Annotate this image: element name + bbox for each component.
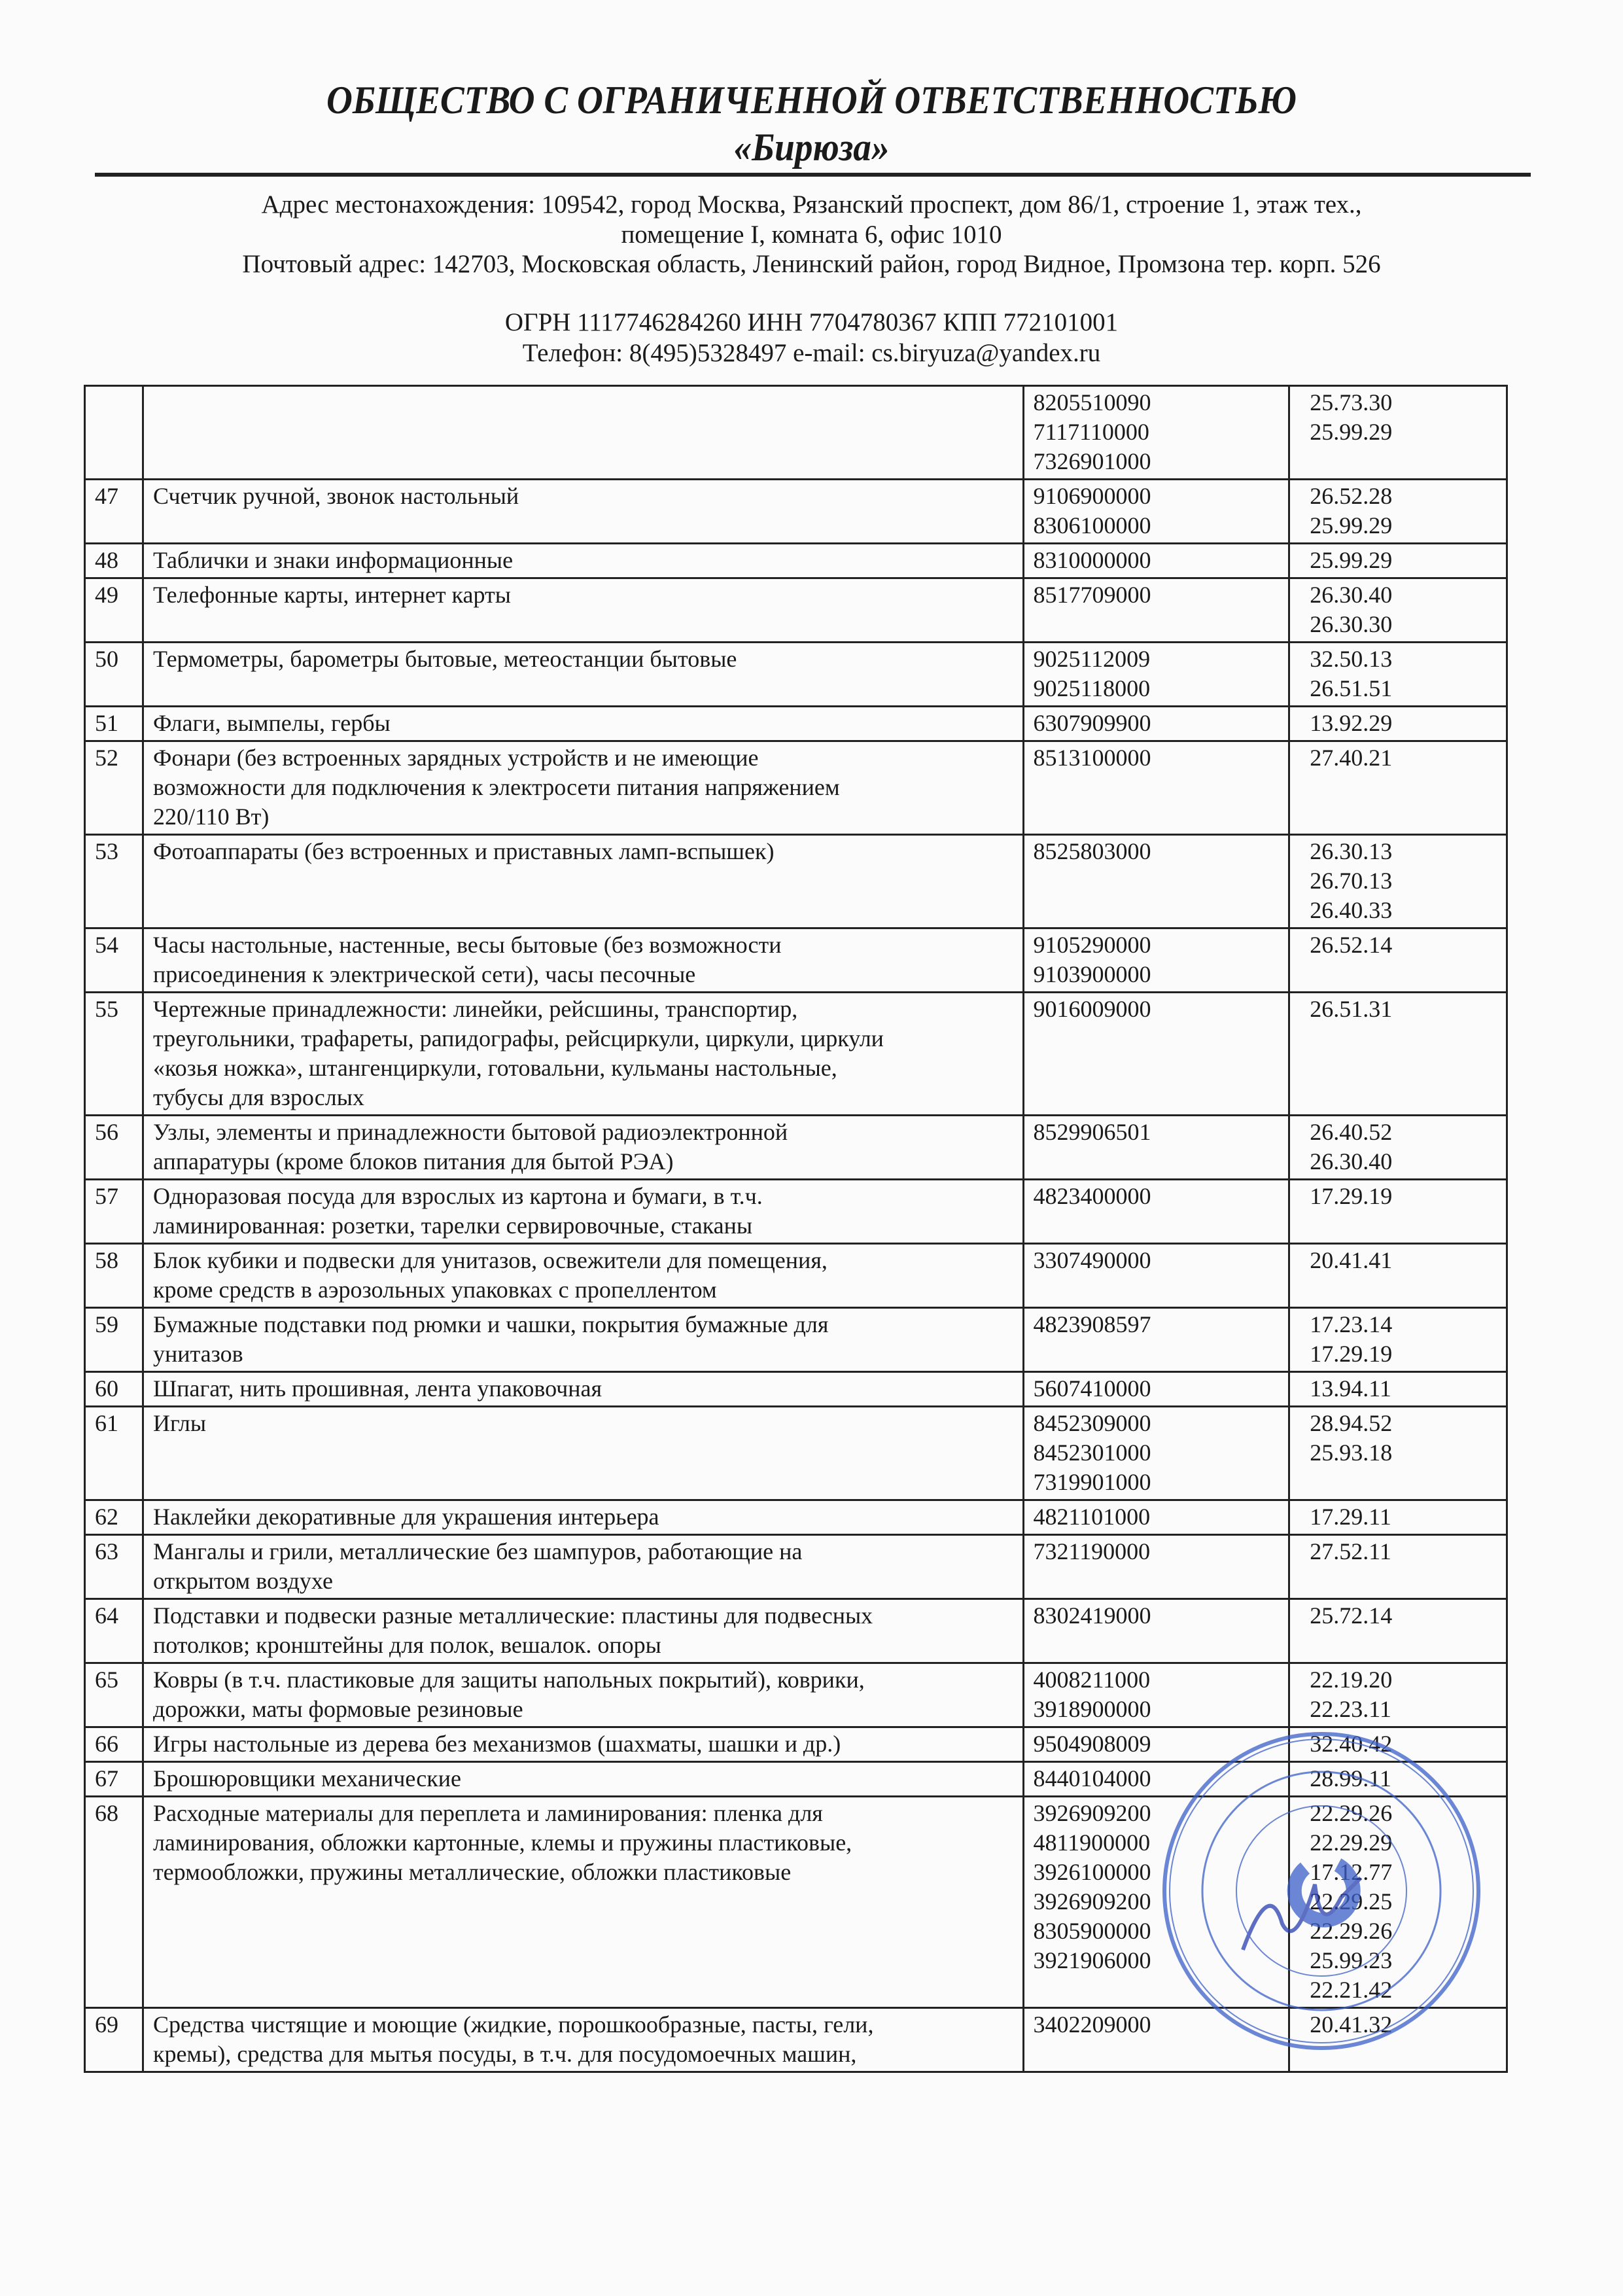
okpd-code: 26.70.13 xyxy=(1310,868,1393,894)
row-number xyxy=(85,1797,143,2008)
tnved-code: 8525803000 xyxy=(1033,838,1151,864)
okpd-code: 26.40.33 xyxy=(1310,897,1393,923)
okpd-codes xyxy=(1289,1599,1507,1663)
tnved-code: 9016009000 xyxy=(1033,996,1151,1022)
okpd-codes xyxy=(1289,1407,1507,1500)
tnved-code: 8310000000 xyxy=(1033,547,1151,573)
okpd-code: 20.41.32 xyxy=(1310,2011,1393,2038)
tnved-code: 9025112009 xyxy=(1033,646,1151,672)
tnved-codes xyxy=(1023,643,1289,707)
tnved-code: 8452309000 xyxy=(1033,1410,1151,1436)
tnved-code: 7319901000 xyxy=(1033,1469,1151,1495)
row-number xyxy=(85,993,143,1116)
row-number-text: 67 xyxy=(95,1765,118,1792)
okpd-code: 17.12.77 xyxy=(1310,1859,1393,1885)
product-description xyxy=(143,1116,1023,1180)
products-table xyxy=(84,385,1508,2073)
description-line: Узлы, элементы и принадлежности бытовой радиоэлектронной xyxy=(152,1119,788,1145)
row-number-text: 57 xyxy=(95,1183,118,1209)
table-row xyxy=(85,741,1507,835)
okpd-codes xyxy=(1289,643,1507,707)
okpd-code: 22.29.26 xyxy=(1310,1918,1393,1944)
okpd-codes xyxy=(1289,1308,1507,1372)
okpd-code: 25.72.14 xyxy=(1310,1602,1393,1629)
okpd-code: 26.51.31 xyxy=(1310,996,1393,1022)
description-line: Флаги, вымпелы, гербы xyxy=(152,710,391,736)
product-description xyxy=(143,578,1023,643)
row-number xyxy=(85,643,143,707)
tnved-code: 4008211000 xyxy=(1033,1667,1151,1693)
row-number-text: 49 xyxy=(95,582,118,608)
row-number-text: 48 xyxy=(95,547,118,573)
tnved-code: 8440104000 xyxy=(1033,1765,1151,1792)
product-description xyxy=(143,386,1023,480)
description-line: Термометры, барометры бытовые, метеостанции бытовые xyxy=(152,646,737,672)
description-line: Фонари (без встроенных зарядных устройств и не имеющие xyxy=(152,745,759,771)
okpd-code: 32.40.42 xyxy=(1310,1731,1393,1757)
okpd-code: 17.29.19 xyxy=(1310,1341,1393,1367)
tnved-codes xyxy=(1023,1535,1289,1599)
row-number-text: 53 xyxy=(95,838,118,864)
tnved-code: 7326901000 xyxy=(1033,448,1151,474)
okpd-code: 26.30.30 xyxy=(1310,611,1393,637)
table-row xyxy=(85,480,1507,544)
table-row xyxy=(85,1599,1507,1663)
row-number xyxy=(85,2008,143,2072)
tnved-code: 8205510090 xyxy=(1033,389,1151,415)
row-number-text: 61 xyxy=(95,1410,118,1436)
okpd-code: 17.23.14 xyxy=(1310,1311,1393,1337)
okpd-code: 22.29.29 xyxy=(1310,1829,1393,1856)
product-description xyxy=(143,707,1023,741)
tnved-code: 8305900000 xyxy=(1033,1918,1151,1944)
table-row xyxy=(85,1535,1507,1599)
tnved-code: 3402209000 xyxy=(1033,2011,1151,2038)
okpd-codes xyxy=(1289,1116,1507,1180)
okpd-code: 26.52.14 xyxy=(1310,932,1393,958)
description-line: Одноразовая посуда для взрослых из картона и бумаги, в т.ч. xyxy=(152,1183,763,1209)
okpd-code: 26.30.40 xyxy=(1310,1148,1393,1174)
description-line: Часы настольные, настенные, весы бытовые (без возможности xyxy=(152,932,782,958)
description-line: Фотоаппараты (без встроенных и приставных ламп-вспышек) xyxy=(152,838,775,864)
okpd-code: 22.21.42 xyxy=(1310,1977,1393,2003)
okpd-code: 25.99.29 xyxy=(1310,419,1393,445)
tnved-code: 6307909900 xyxy=(1033,710,1151,736)
description-line: Таблички и знаки информационные xyxy=(152,547,514,573)
tnved-code: 3926909200 xyxy=(1033,1888,1151,1915)
product-description xyxy=(143,1762,1023,1797)
tnved-codes xyxy=(1023,1727,1289,1762)
row-number xyxy=(85,386,143,480)
row-number-text: 69 xyxy=(95,2011,118,2038)
product-description xyxy=(143,1372,1023,1407)
description-line: ламинирования, обложки картонные, клемы и пружины пластиковые, xyxy=(152,1829,852,1856)
legal-address-line2: помещение I, комната 6, офис 1010 xyxy=(621,221,1002,249)
okpd-codes xyxy=(1289,835,1507,928)
product-description xyxy=(143,643,1023,707)
table-row xyxy=(85,1180,1507,1244)
row-number xyxy=(85,1116,143,1180)
row-number-text: 50 xyxy=(95,646,118,672)
row-number xyxy=(85,544,143,578)
tnved-codes xyxy=(1023,480,1289,544)
table-row xyxy=(85,1762,1507,1797)
row-number-text: 52 xyxy=(95,745,118,771)
description-line: дорожки, маты формовые резиновые xyxy=(152,1696,523,1722)
row-number xyxy=(85,928,143,993)
table-row xyxy=(85,1407,1507,1500)
tnved-code: 8306100000 xyxy=(1033,512,1151,539)
product-description xyxy=(143,1407,1023,1500)
tnved-code: 3926909200 xyxy=(1033,1800,1151,1826)
okpd-codes xyxy=(1289,2008,1507,2072)
tnved-codes xyxy=(1023,707,1289,741)
row-number xyxy=(85,707,143,741)
tnved-code: 9106900000 xyxy=(1033,483,1151,509)
okpd-codes xyxy=(1289,1663,1507,1727)
okpd-code: 22.29.26 xyxy=(1310,1800,1393,1826)
okpd-codes xyxy=(1289,707,1507,741)
table-row xyxy=(85,835,1507,928)
registration-numbers: ОГРН 1117746284260 ИНН 7704780367 КПП 772101001 xyxy=(504,308,1119,336)
row-number-text: 66 xyxy=(95,1731,118,1757)
okpd-codes xyxy=(1289,480,1507,544)
row-number-text: 59 xyxy=(95,1311,118,1337)
tnved-code: 7321190000 xyxy=(1033,1538,1151,1564)
okpd-code: 13.92.29 xyxy=(1310,710,1393,736)
tnved-codes xyxy=(1023,386,1289,480)
tnved-code: 3307490000 xyxy=(1033,1247,1151,1273)
okpd-codes xyxy=(1289,1500,1507,1535)
description-line: аппаратуры (кроме блоков питания для бытой РЭА) xyxy=(152,1148,674,1174)
company-name: «Бирюза» xyxy=(733,126,890,169)
postal-address: Почтовый адрес: 142703, Московская область, Ленинский район, город Видное, Промзона тер. корп. 526 xyxy=(242,250,1381,278)
tnved-code: 8452301000 xyxy=(1033,1439,1151,1466)
okpd-code: 25.99.23 xyxy=(1310,1947,1393,1973)
description-line: унитазов xyxy=(152,1341,243,1367)
description-line: кремы), средства для мытья посуды, в т.ч. для посудомоечных машин, xyxy=(152,2041,857,2067)
table-row xyxy=(85,707,1507,741)
description-line: Блок кубики и подвески для унитазов, освежители для помещения, xyxy=(152,1247,828,1273)
okpd-code: 17.29.19 xyxy=(1310,1183,1393,1209)
description-line: Бумажные подставки под рюмки и чашки, покрытия бумажные для xyxy=(152,1311,829,1337)
row-number xyxy=(85,1535,143,1599)
okpd-codes xyxy=(1289,1727,1507,1762)
okpd-code: 26.30.13 xyxy=(1310,838,1393,864)
okpd-code: 25.99.29 xyxy=(1310,512,1393,539)
product-description xyxy=(143,928,1023,993)
description-line: возможности для подключения к электросети питания напряжением xyxy=(152,774,840,800)
tnved-codes xyxy=(1023,1762,1289,1797)
tnved-code: 3926100000 xyxy=(1033,1859,1151,1885)
description-line: тубусы для взрослых xyxy=(152,1084,364,1110)
okpd-codes xyxy=(1289,1797,1507,2008)
okpd-code: 25.73.30 xyxy=(1310,389,1393,415)
okpd-code: 22.29.25 xyxy=(1310,1888,1393,1915)
okpd-codes xyxy=(1289,1762,1507,1797)
okpd-code: 28.94.52 xyxy=(1310,1410,1393,1436)
row-number xyxy=(85,1663,143,1727)
row-number-text: 60 xyxy=(95,1375,118,1402)
row-number-text: 51 xyxy=(95,710,118,736)
row-number xyxy=(85,1180,143,1244)
okpd-code: 26.52.28 xyxy=(1310,483,1393,509)
tnved-codes xyxy=(1023,835,1289,928)
description-line: Шпагат, нить прошивная, лента упаковочная xyxy=(152,1375,602,1402)
okpd-code: 25.93.18 xyxy=(1310,1439,1393,1466)
tnved-codes xyxy=(1023,1500,1289,1535)
tnved-code: 8302419000 xyxy=(1033,1602,1151,1629)
row-number xyxy=(85,1407,143,1500)
product-description xyxy=(143,1180,1023,1244)
description-line: Средства чистящие и моющие (жидкие, порошкообразные, пасты, гели, xyxy=(152,2011,874,2038)
description-line: ламинированная: розетки, тарелки сервировочные, стаканы xyxy=(152,1212,753,1239)
row-number xyxy=(85,835,143,928)
table-row xyxy=(85,993,1507,1116)
tnved-codes xyxy=(1023,2008,1289,2072)
tnved-codes xyxy=(1023,1180,1289,1244)
okpd-code: 27.52.11 xyxy=(1310,1538,1391,1564)
okpd-code: 20.41.41 xyxy=(1310,1247,1393,1273)
table-row xyxy=(85,544,1507,578)
table-row xyxy=(85,578,1507,643)
row-number-text: 54 xyxy=(95,932,118,958)
tnved-code: 9504908009 xyxy=(1033,1731,1151,1757)
header-divider xyxy=(95,173,1531,177)
description-line: открытом воздухе xyxy=(152,1568,333,1594)
tnved-codes xyxy=(1023,1407,1289,1500)
product-description xyxy=(143,741,1023,835)
description-line: треугольники, трафареты, рапидографы, рейсциркули, циркули, циркули xyxy=(152,1025,884,1051)
tnved-codes xyxy=(1023,544,1289,578)
product-description xyxy=(143,2008,1023,2072)
okpd-code: 26.51.51 xyxy=(1310,675,1393,701)
okpd-codes xyxy=(1289,1180,1507,1244)
row-number xyxy=(85,1244,143,1308)
okpd-codes xyxy=(1289,741,1507,835)
okpd-codes xyxy=(1289,544,1507,578)
table-row xyxy=(85,1797,1507,2008)
product-description xyxy=(143,1244,1023,1308)
description-line: Брошюровщики механические xyxy=(152,1765,461,1792)
tnved-code: 8513100000 xyxy=(1033,745,1151,771)
row-number-text: 58 xyxy=(95,1247,118,1273)
tnved-codes xyxy=(1023,741,1289,835)
product-description xyxy=(143,1663,1023,1727)
okpd-codes xyxy=(1289,993,1507,1116)
tnved-code: 8517709000 xyxy=(1033,582,1151,608)
row-number-text: 64 xyxy=(95,1602,118,1629)
tnved-code: 3921906000 xyxy=(1033,1947,1151,1973)
row-number-text: 68 xyxy=(95,1800,118,1826)
tnved-codes xyxy=(1023,1116,1289,1180)
product-description xyxy=(143,480,1023,544)
table-row xyxy=(85,928,1507,993)
row-number xyxy=(85,1599,143,1663)
tnved-codes xyxy=(1023,928,1289,993)
tnved-codes xyxy=(1023,1797,1289,2008)
table-row xyxy=(85,1116,1507,1180)
row-number-text: 56 xyxy=(95,1119,118,1145)
product-description xyxy=(143,1599,1023,1663)
tnved-code: 5607410000 xyxy=(1033,1375,1151,1402)
description-line: Ковры (в т.ч. пластиковые для защиты напольных покрытий), коврики, xyxy=(152,1667,865,1693)
row-number xyxy=(85,1308,143,1372)
okpd-code: 26.30.40 xyxy=(1310,582,1393,608)
description-line: Подставки и подвески разные металлические: пластины для подвесных xyxy=(152,1602,873,1629)
tnved-code: 3918900000 xyxy=(1033,1696,1151,1722)
tnved-code: 4823400000 xyxy=(1033,1183,1151,1209)
table-row xyxy=(85,1727,1507,1762)
table-row xyxy=(85,643,1507,707)
row-number xyxy=(85,578,143,643)
description-line: кроме средств в аэрозольных упаковках с пропеллентом xyxy=(152,1277,717,1303)
tnved-code: 9105290000 xyxy=(1033,932,1151,958)
tnved-code: 9025118000 xyxy=(1033,675,1151,701)
okpd-codes xyxy=(1289,1244,1507,1308)
product-description xyxy=(143,1727,1023,1762)
legal-address-line1: Адрес местонахождения: 109542, город Москва, Рязанский проспект, дом 86/1, строение 1, этаж тех., xyxy=(261,190,1362,219)
okpd-code: 13.94.11 xyxy=(1310,1375,1391,1402)
row-number xyxy=(85,480,143,544)
table-row xyxy=(85,1663,1507,1727)
tnved-codes xyxy=(1023,1599,1289,1663)
description-line: Игры настольные из дерева без механизмов (шахматы, шашки и др.) xyxy=(152,1731,841,1757)
tnved-code: 8529906501 xyxy=(1033,1119,1151,1145)
description-line: Иглы xyxy=(152,1410,207,1436)
okpd-code: 26.40.52 xyxy=(1310,1119,1393,1145)
okpd-codes xyxy=(1289,928,1507,993)
product-description xyxy=(143,1797,1023,2008)
row-number-text: 55 xyxy=(95,996,118,1022)
table-row xyxy=(85,2008,1507,2072)
tnved-codes xyxy=(1023,1372,1289,1407)
okpd-code: 25.99.29 xyxy=(1310,547,1393,573)
row-number xyxy=(85,1500,143,1535)
okpd-codes xyxy=(1289,578,1507,643)
tnved-codes xyxy=(1023,1244,1289,1308)
okpd-code: 22.19.20 xyxy=(1310,1667,1393,1693)
description-line: Чертежные принадлежности: линейки, рейсшины, транспортир, xyxy=(152,996,798,1022)
company-title: ОБЩЕСТВО С ОГРАНИЧЕННОЙ ОТВЕТСТВЕННОСТЬЮ xyxy=(326,79,1297,122)
okpd-codes xyxy=(1289,1372,1507,1407)
product-description xyxy=(143,1308,1023,1372)
tnved-code: 4821101000 xyxy=(1033,1504,1151,1530)
tnved-code: 7117110000 xyxy=(1033,419,1149,445)
row-number xyxy=(85,741,143,835)
table-row xyxy=(85,1372,1507,1407)
table-row xyxy=(85,1244,1507,1308)
product-description xyxy=(143,993,1023,1116)
description-line: Расходные материалы для переплета и ламинирования: пленка для xyxy=(152,1800,823,1826)
row-number xyxy=(85,1762,143,1797)
okpd-code: 32.50.13 xyxy=(1310,646,1393,672)
tnved-codes xyxy=(1023,1308,1289,1372)
row-number-text: 62 xyxy=(95,1504,118,1530)
table-row xyxy=(85,1308,1507,1372)
description-line: Телефонные карты, интернет карты xyxy=(152,582,511,608)
description-line: Мангалы и грили, металлические без шампуров, работающие на xyxy=(152,1538,803,1564)
description-line: 220/110 Вт) xyxy=(152,804,270,830)
table-row xyxy=(85,386,1507,480)
tnved-codes xyxy=(1023,1663,1289,1727)
row-number xyxy=(85,1727,143,1762)
product-description xyxy=(143,1535,1023,1599)
description-line: «козья ножка», штангенциркули, готовальни, кульманы настольные, xyxy=(152,1055,837,1081)
okpd-code: 17.29.11 xyxy=(1310,1504,1391,1530)
description-line: присоединения к электрической сети), часы песочные xyxy=(152,961,696,987)
contact-info: Телефон: 8(495)5328497 e-mail: cs.biryuza@yandex.ru xyxy=(522,339,1101,367)
row-number-text: 63 xyxy=(95,1538,118,1564)
product-description xyxy=(143,544,1023,578)
tnved-codes xyxy=(1023,578,1289,643)
product-description xyxy=(143,1500,1023,1535)
tnved-code: 9103900000 xyxy=(1033,961,1151,987)
okpd-codes xyxy=(1289,386,1507,480)
okpd-codes xyxy=(1289,1535,1507,1599)
table-row xyxy=(85,1500,1507,1535)
row-number xyxy=(85,1372,143,1407)
description-line: потолков; кронштейны для полок, вешалок. опоры xyxy=(152,1632,661,1658)
tnved-codes xyxy=(1023,993,1289,1116)
description-line: термообложки, пружины металлические, обложки пластиковые xyxy=(152,1859,792,1885)
row-number-text: 65 xyxy=(95,1667,118,1693)
tnved-code: 4823908597 xyxy=(1033,1311,1151,1337)
description-line: Счетчик ручной, звонок настольный xyxy=(152,483,519,509)
okpd-code: 28.99.11 xyxy=(1310,1765,1391,1792)
description-line: Наклейки декоративные для украшения интерьера xyxy=(152,1504,659,1530)
okpd-code: 27.40.21 xyxy=(1310,745,1393,771)
row-number-text: 47 xyxy=(95,483,118,509)
tnved-code: 4811900000 xyxy=(1033,1829,1151,1856)
okpd-code: 22.23.11 xyxy=(1310,1696,1391,1722)
product-description xyxy=(143,835,1023,928)
